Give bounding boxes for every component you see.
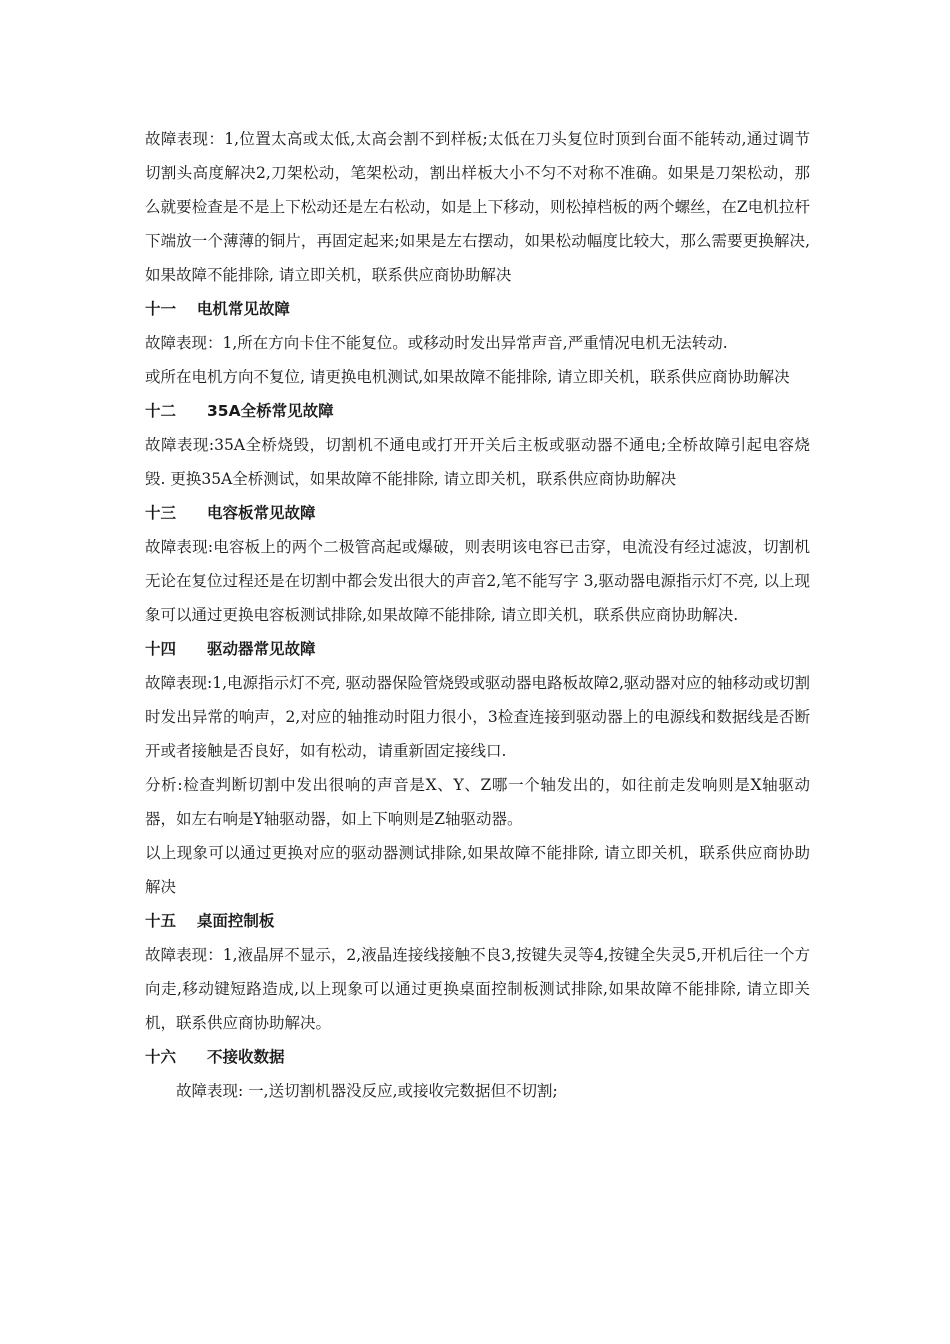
paragraph-capacitor-fault: 故障表现:电容板上的两个二极管高起或爆破，则表明该电容已击穿，电流没有经过滤波，切割机无论在复位过程还是在切割中都会发出很大的声音2,笔不能写字 3,驱动器电源指示灯不亮, 以上现象可以通过更换电容板测试排除,如果故障不能排除, 请立即关机，联系供应商协助解决. [145,538,810,624]
heading-section-14: 十四 驱动器常见故障 [145,640,316,658]
paragraph-fault-cutting-head: 故障表现：1,位置太高或太低,太高会割不到样板;太低在刀头复位时顶到台面不能转动,通过调节切割头高度解决2,刀架松动，笔架松动，割出样板大小不匀不对称不准确。如果是刀架松动，那么就要检查是不是上下松动还是左右松动，如是上下移动，则松掉档板的两个螺丝，在Z电机拉杆下端放一个薄薄的铜片，再固定起来;如果是左右摆动，如果松动幅度比较大，那么需要更换解决,如果故障不能排除, 请立即关机，联系供应商协助解决 [145,130,810,284]
paragraph-motor-fault-1: 故障表现：1,所在方向卡住不能复位。或移动时发出异常声音,严重情况电机无法转动. [145,334,728,352]
paragraph-motor-fault-2: 或所在电机方向不复位, 请更换电机测试,如果故障不能排除, 请立即关机，联系供应商协助解决 [145,368,790,386]
heading-section-13: 十三 电容板常见故障 [145,504,316,522]
heading-section-15: 十五 桌面控制板 [145,912,275,930]
heading-section-12: 十二 35A全桥常见故障 [145,402,334,420]
heading-section-16: 十六 不接收数据 [145,1048,285,1066]
paragraph-control-panel-fault: 故障表现：1,液晶屏不显示，2,液晶连接线接触不良3,按键失灵等4,按键全失灵5,开机后往一个方向走,移动键短路造成,以上现象可以通过更换桌面控制板测试排除,如果故障不能排除, 请立即关机，联系供应商协助解决。 [145,946,810,1032]
paragraph-driver-solution: 以上现象可以通过更换对应的驱动器测试排除,如果故障不能排除, 请立即关机，联系供应商协助解决 [145,844,810,896]
document-content [145,122,810,1108]
paragraph-bridge-fault: 故障表现:35A全桥烧毁，切割机不通电或打开开关后主板或驱动器不通电;全桥故障引起电容烧毁. 更换35A全桥测试，如果故障不能排除, 请立即关机，联系供应商协助解决 [145,436,810,488]
paragraph-no-data-fault: 故障表现: 一,送切割机器没反应,或接收完数据但不切割; [176,1082,558,1100]
paragraph-driver-fault: 故障表现:1,电源指示灯不亮, 驱动器保险管烧毁或驱动器电路板故障2,驱动器对应的轴移动或切割时发出异常的响声，2,对应的轴推动时阻力很小，3检查连接到驱动器上的电源线和数据线是否断开或者接触是否良好，如有松动，请重新固定接线口. [145,674,810,760]
heading-section-11: 十一 电机常见故障 [145,300,290,318]
paragraph-driver-analysis: 分析:检查判断切割中发出很响的声音是X、Y、Z哪一个轴发出的，如往前走发响则是X轴驱动器，如左右响是Y轴驱动器，如上下响则是Z轴驱动器。 [145,776,810,828]
